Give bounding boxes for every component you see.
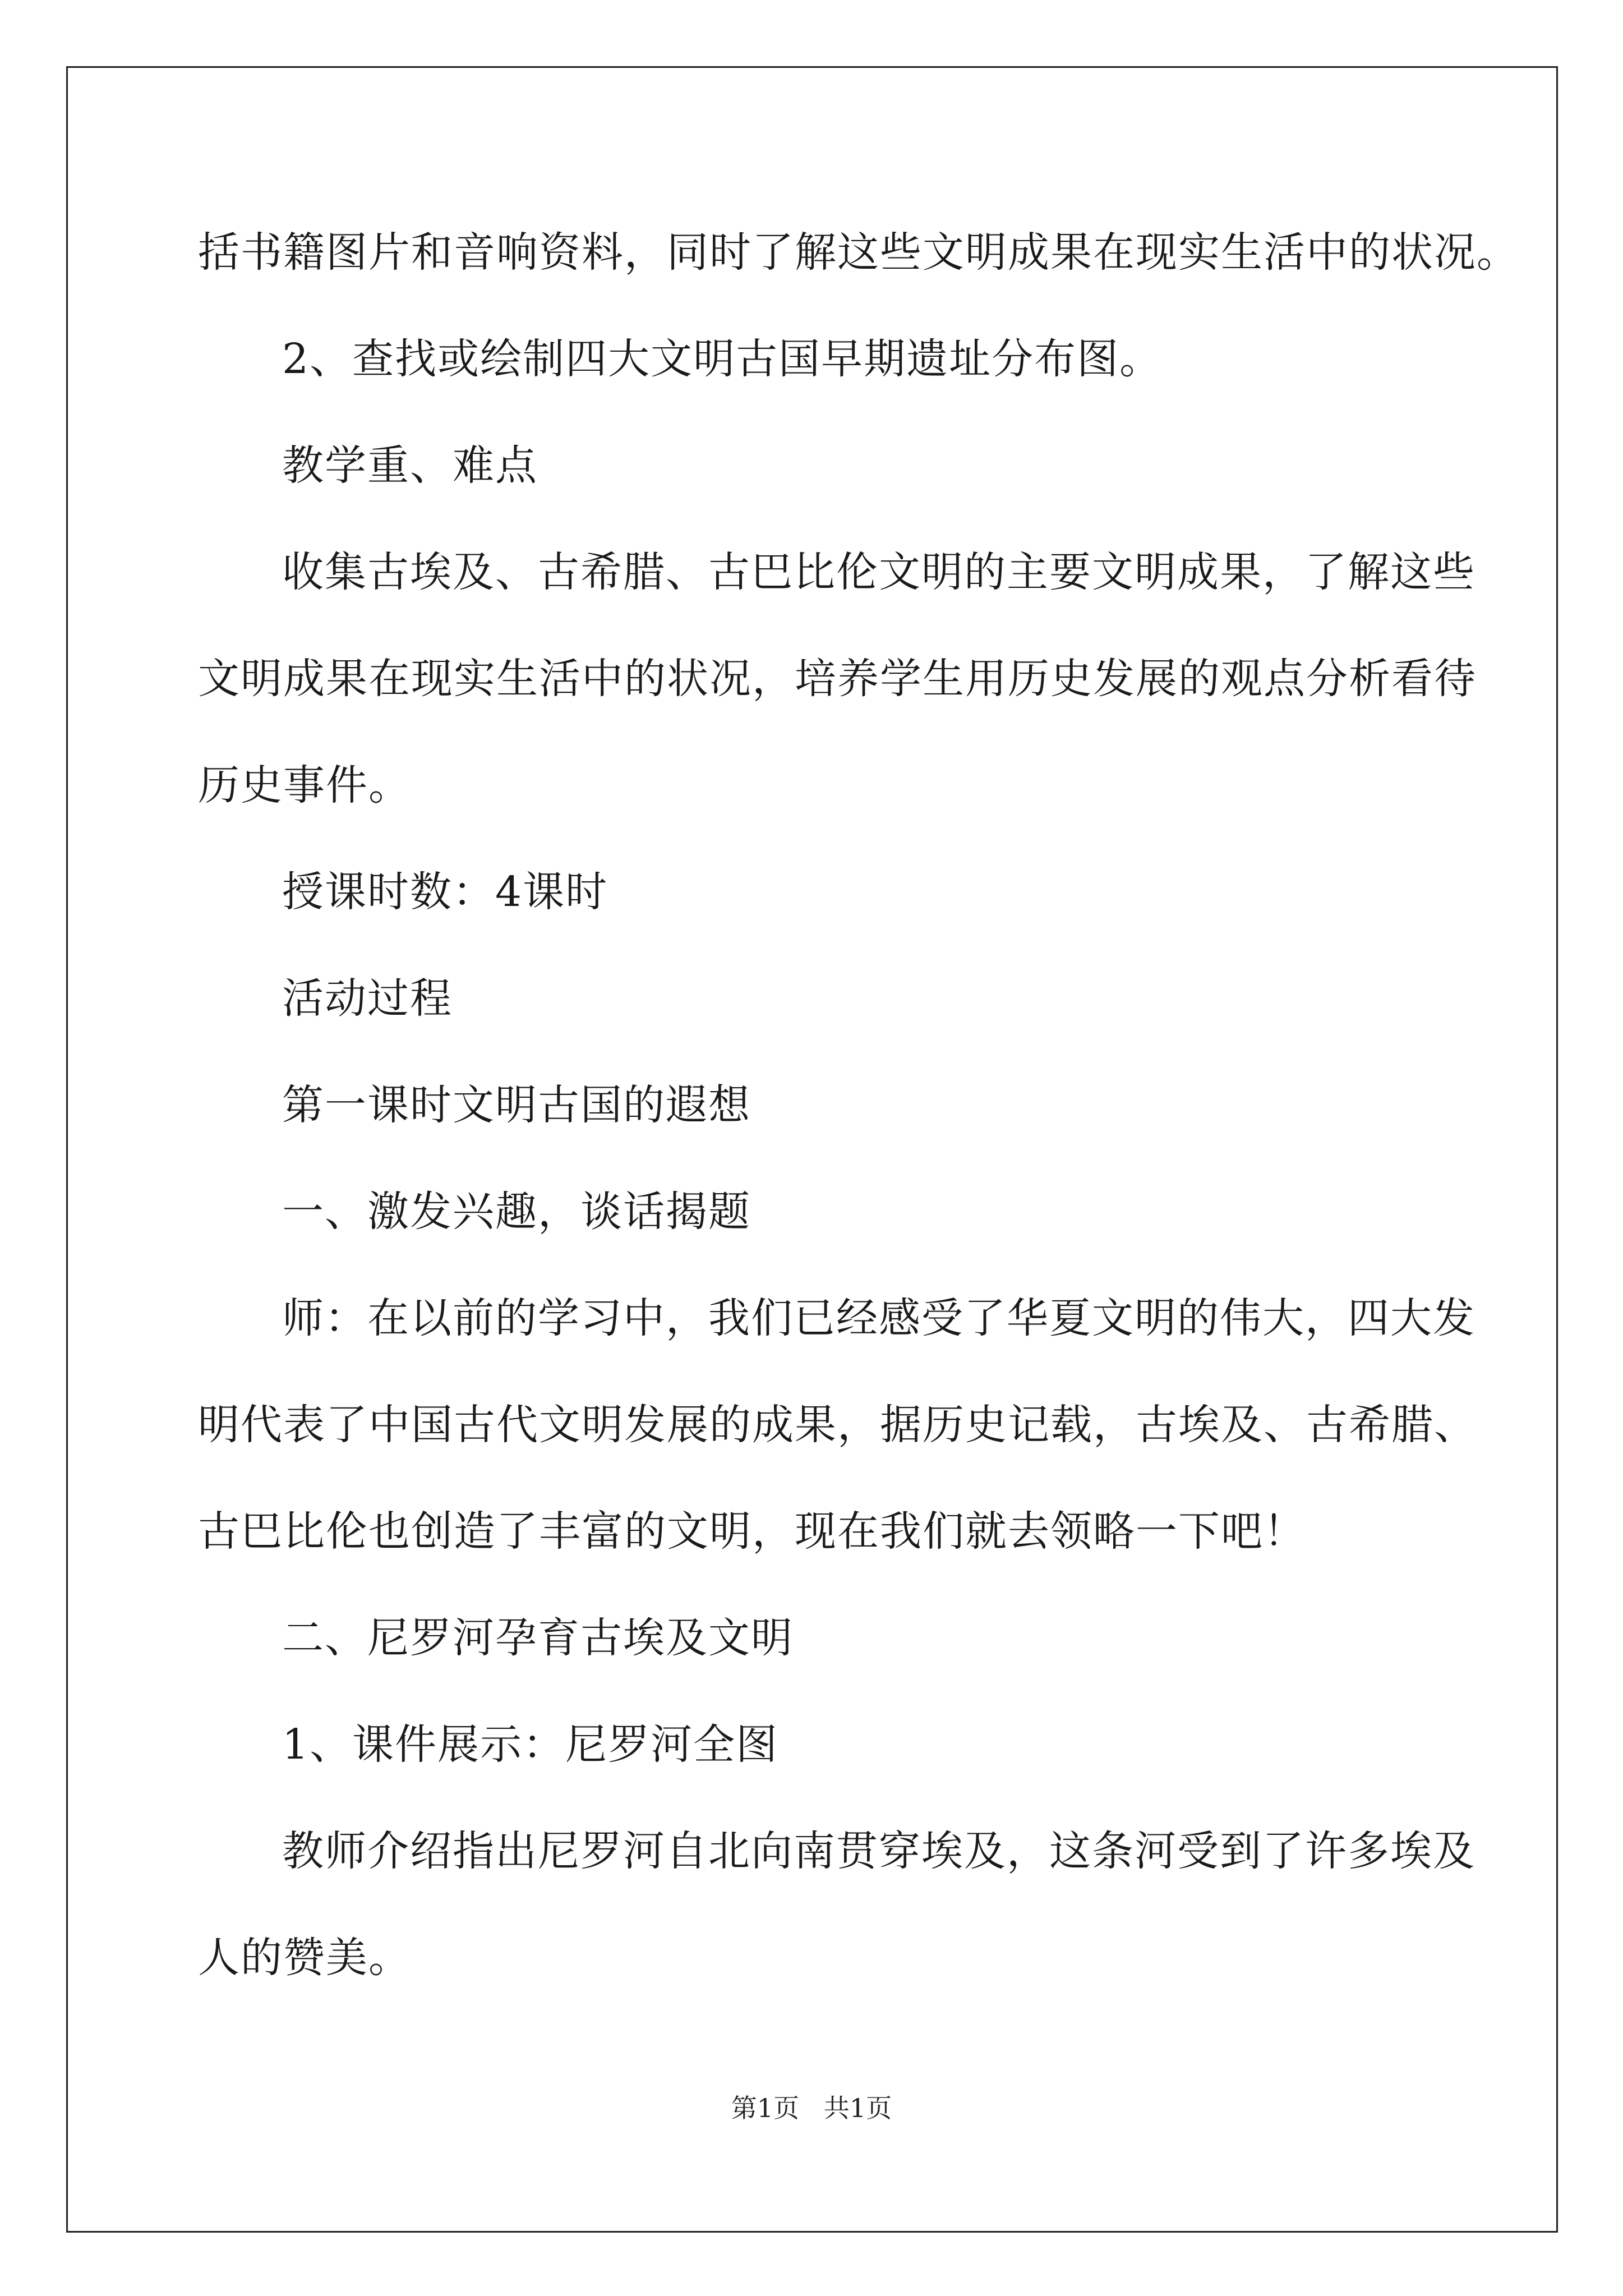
text-line: 历史事件。 [198, 761, 411, 809]
text-line: 师：在以前的学习中，我们已经感受了华夏文明的伟大，四大发 [282, 1294, 1476, 1342]
section-heading: 活动过程 [282, 974, 453, 1023]
section-heading: 第一课时文明古国的遐想 [282, 1081, 751, 1129]
section-heading: 教学重、难点 [282, 441, 538, 490]
page-border [66, 66, 1558, 2233]
section-heading: 一、激发兴趣，谈话揭题 [282, 1188, 751, 1236]
text-line: 收集古埃及、古希腊、古巴比伦文明的主要文明成果，了解这些 [282, 548, 1476, 596]
text-line: 文明成果在现实生活中的状况，培养学生用历史发展的观点分析看待 [198, 655, 1477, 703]
text-line: 人的赞美。 [198, 1934, 411, 1982]
text-line: 1、课件展示：尼罗河全图 [282, 1720, 779, 1769]
text-line: 古巴比伦也创造了丰富的文明，现在我们就去领略一下吧！ [198, 1507, 1306, 1556]
text-line: 明代表了中国古代文明发展的成果，据历史记载，古埃及、古希腊、 [198, 1401, 1477, 1449]
section-heading: 二、尼罗河孕育古埃及文明 [282, 1614, 794, 1662]
page-number-footer: 第1页 共1页 [731, 2093, 892, 2123]
text-line: 教师介绍指出尼罗河自北向南贯穿埃及，这条河受到了许多埃及 [282, 1827, 1476, 1875]
text-line: 括书籍图片和音响资料，同时了解这些文明成果在现实生活中的状况。 [198, 228, 1519, 277]
text-line: 授课时数：4课时 [282, 868, 608, 916]
text-line: 2、查找或绘制四大文明古国早期遗址分布图。 [282, 335, 1163, 383]
